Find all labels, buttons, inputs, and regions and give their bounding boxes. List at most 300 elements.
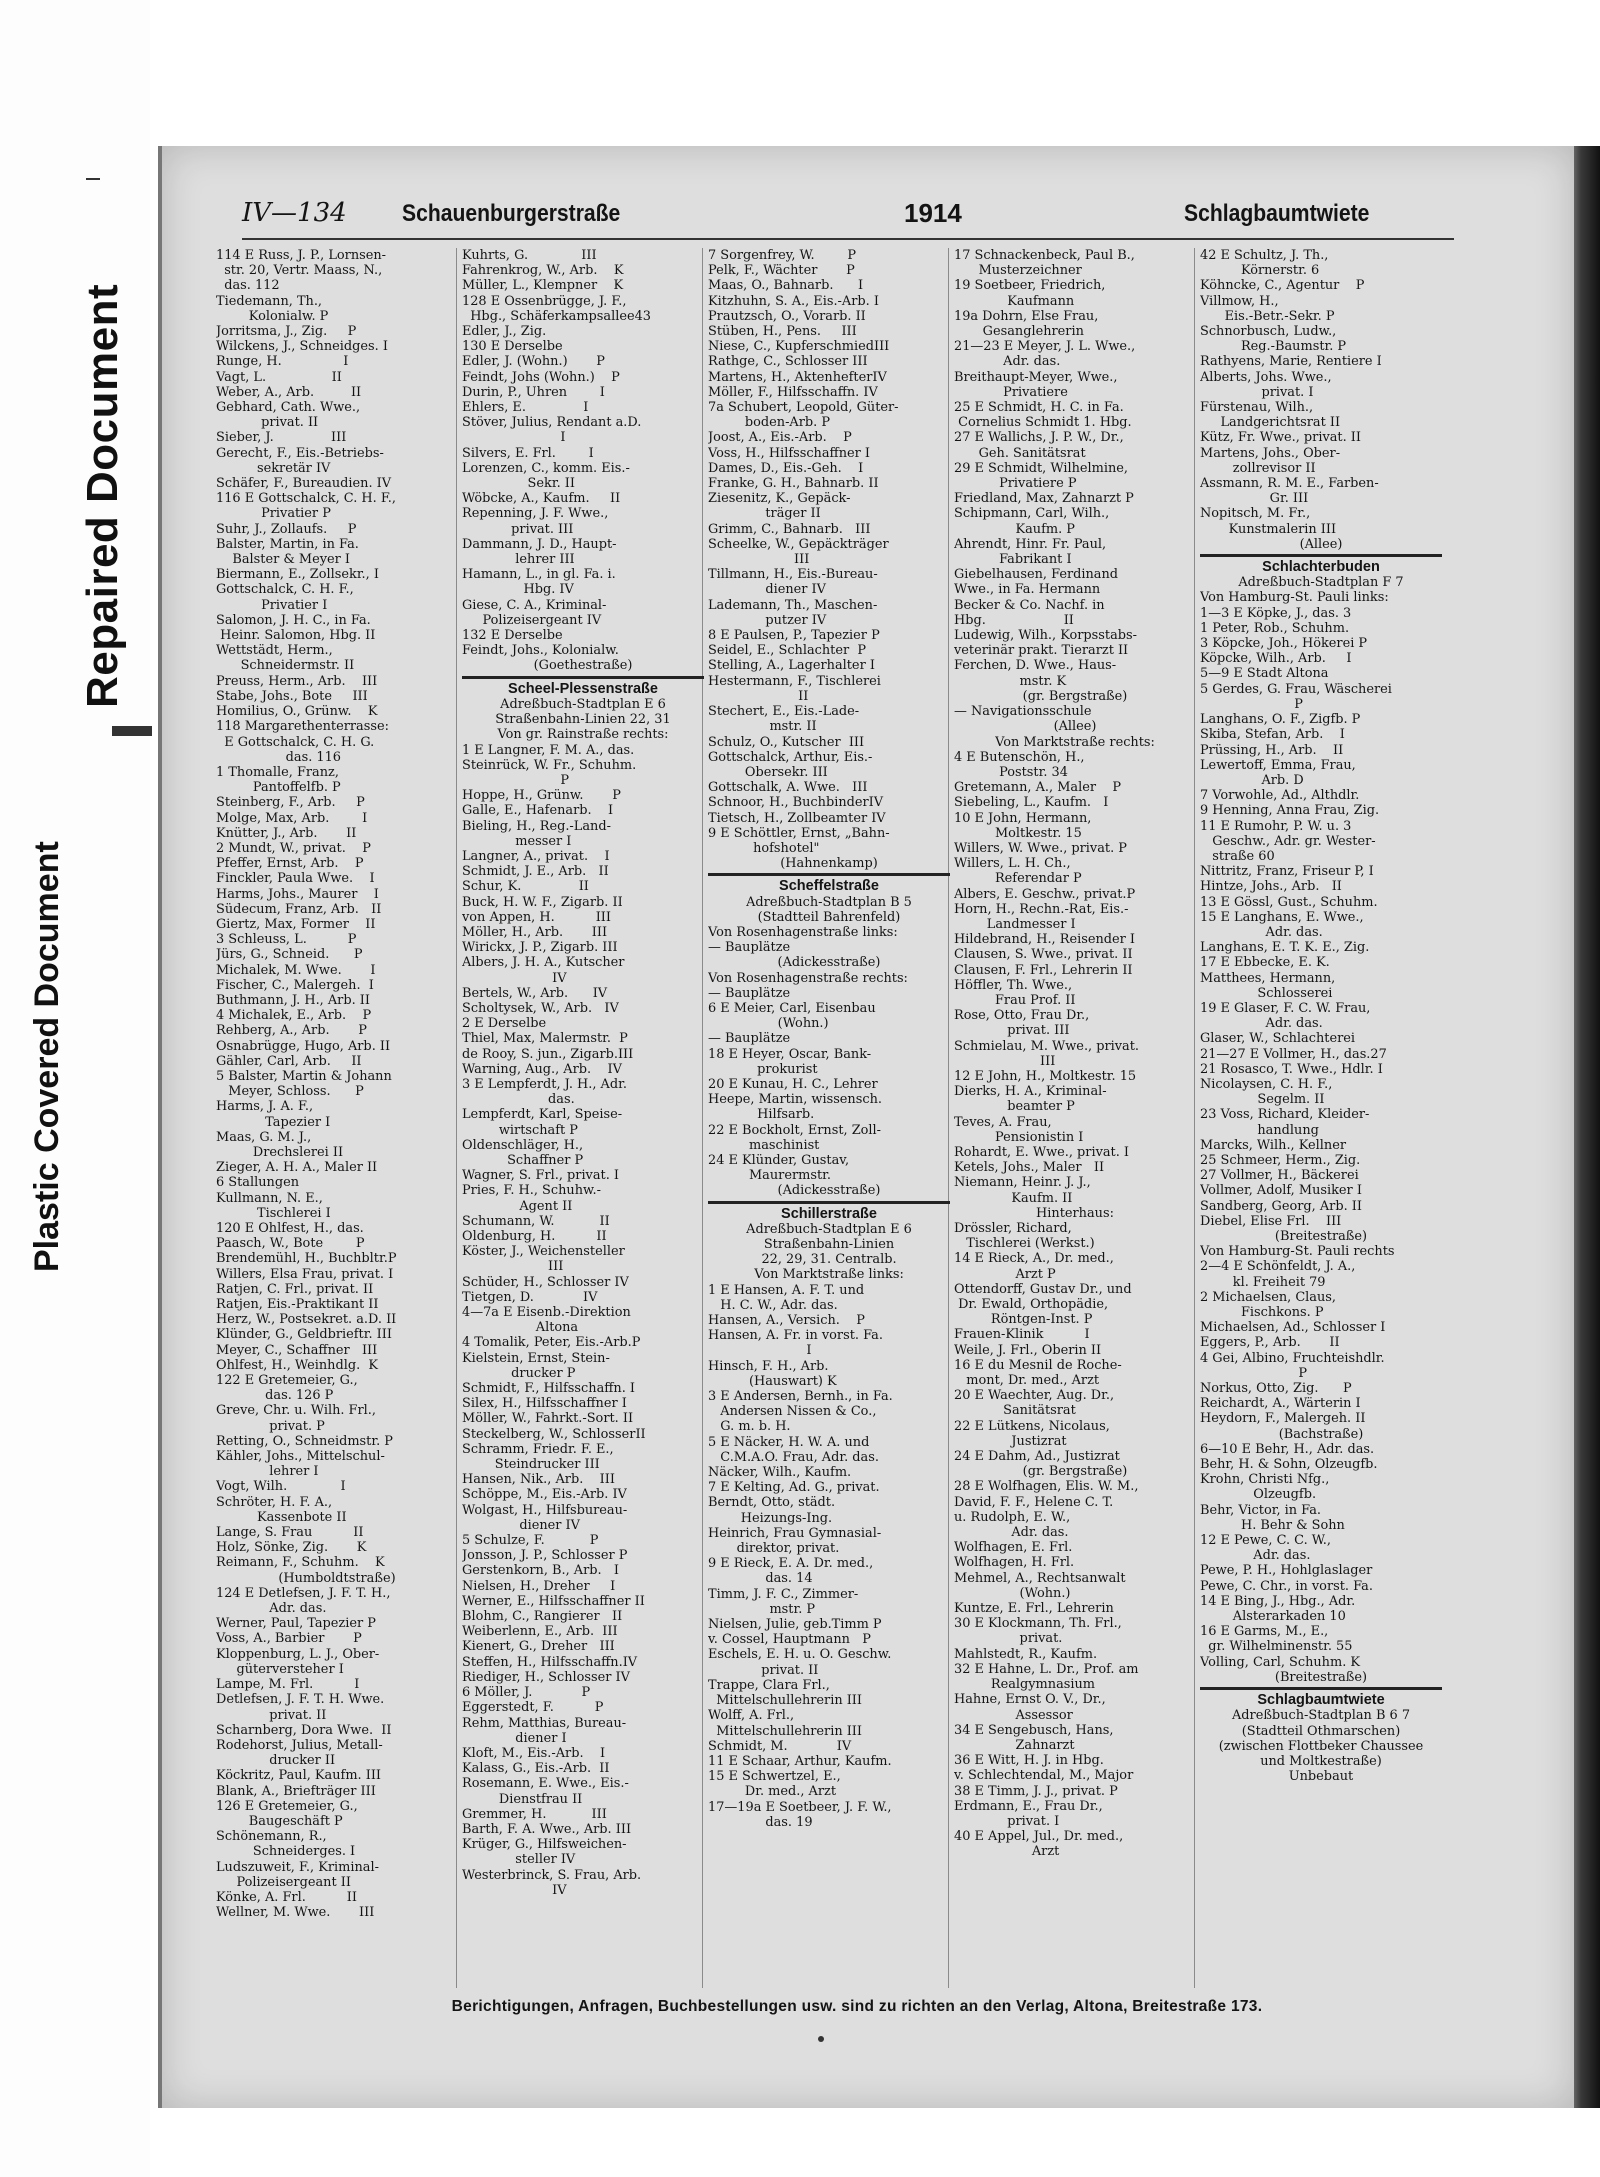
directory-line: Geh. Sanitätsrat [954,445,1086,461]
directory-line: Müller, L., Klempner K [462,278,624,294]
directory-line: Frau Prof. II [954,992,1076,1008]
directory-line: Referendar P [954,871,1082,887]
directory-line: beamter P [954,1099,1075,1115]
directory-line: Steinrück, W. Fr., Schuhm. [462,757,637,773]
directory-line: Kielstein, Ernst, Stein- [462,1350,610,1366]
directory-line: Stabe, Johs., Bote III [216,688,368,704]
directory-line: Fürstenau, Wilh., [1200,400,1314,416]
directory-line: Dienstfrau II [462,1791,583,1807]
directory-line: Preuss, Herm., Arb. III [216,673,378,689]
centered-note: (Humboldtstraße) [278,1570,396,1586]
centered-note: Unbebaut [1288,1769,1354,1785]
directory-line: Jorritsma, J., Zig. P [216,324,357,340]
directory-line: 25 Schmeer, Herm., Zig. [1200,1152,1361,1168]
directory-line: Körnerstr. 6 [1200,263,1320,279]
directory-line: Marcks, Wilh., Kellner [1200,1137,1347,1153]
directory-line: 7 Vorwohle, Ad., Althdlr. [1200,788,1360,804]
directory-line: Vagt, L. II [216,369,342,385]
directory-line: Näcker, Wilh., Kaufm. [708,1465,852,1481]
directory-line: Eggers, P., Arb. II [1200,1335,1340,1351]
directory-line: Von Rosenhagenstraße rechts: [708,970,908,986]
centered-note: (Breitestraße) [1274,1669,1368,1685]
directory-line: Langner, A., privat. I [462,848,610,864]
directory-line: 25 E Schmidt, H. C. in Fa. [954,400,1124,416]
directory-line: Obersekr. III [708,764,828,780]
directory-line: 12 E John, H., Moltkestr. 15 [954,1068,1137,1084]
directory-line: güterversteher I [216,1661,344,1677]
directory-line: Kaufm. II [954,1190,1073,1206]
directory-line: 3 Schleuss, L. P [216,932,357,948]
directory-line: 4 Gei, Albino, Fruchteishdlr. [1200,1350,1385,1366]
directory-line: 32 E Hahne, L. Dr., Prof. am [954,1661,1139,1677]
directory-line: Warning, Aug., Arb. IV [462,1061,622,1077]
directory-line: Kullmann, N. E., [216,1190,323,1206]
directory-line: Wagner, S. Frl., privat. I [462,1168,619,1184]
directory-line: Gottschalck, Arthur, Eis.- [708,749,873,765]
directory-line: lehrer III [462,552,575,568]
directory-line: gr. Wilhelminenstr. 55 [1200,1639,1353,1655]
directory-line: Rathge, C., Schlosser III [708,354,868,370]
directory-line: Thiel, Max, Malermstr. P [462,1031,628,1047]
directory-line: 19 Soetbeer, Friedrich, [954,278,1106,294]
directory-line: Köckritz, Paul, Kaufm. III [216,1768,382,1784]
edge-mark [86,178,100,180]
directory-line: Maurermstr. [708,1168,831,1184]
directory-line: IV [462,970,567,986]
directory-line: 34 E Sengebusch, Hans, [954,1722,1114,1738]
directory-line: Altona [462,1320,579,1336]
directory-line: Cornelius Schmidt 1. Hbg. [954,415,1132,431]
directory-line: Franke, G. H., Bahnarb. II [708,476,879,492]
directory-line: Becker & Co. Nachf. in [954,597,1105,613]
directory-line: Möller, W., Fahrkt.-Sort. II [462,1411,634,1427]
directory-line: Wettstädt, Herm., [216,643,333,659]
directory-line: boden-Arb. P [708,415,831,431]
directory-line: 12 E Pewe, C. C. W., [1200,1533,1331,1549]
directory-line: 6 Stallungen [216,1175,300,1191]
directory-line: Galle, E., Hafenarb. I [462,803,614,819]
directory-line: Maas, O., Bahnarb. I [708,278,864,294]
directory-line: Hbg. IV [462,582,574,598]
centered-note: (Breitestraße) [1274,1229,1368,1244]
directory-line: Runge, H. I [216,354,349,370]
directory-line: 2 E Derselbe [462,1016,547,1032]
directory-line: Osnabrügge, Hugo, Arb. II [216,1038,391,1054]
directory-line: Repenning, J. F. Wwe., [462,506,609,522]
directory-line: Hildebrand, H., Reisender I [954,932,1135,948]
directory-line: Privatiere P [954,476,1077,492]
directory-line: Drössler, Richard, [954,1221,1072,1236]
directory-line: Schumann, W. II [462,1213,610,1229]
centered-note: (Bachstraße) [1278,1426,1364,1442]
directory-line: Wirickx, J. P., Zigarb. III [462,940,618,956]
directory-line: lehrer I [216,1464,319,1480]
centered-note: Adreßbuch-Stadtplan F 7 [1238,575,1404,591]
directory-line: 1 E Langner, F. M. A., das. [462,742,635,758]
directory-line: 40 E Appel, Jul., Dr. med., [954,1829,1124,1845]
directory-line: Oldenburg, H. II [462,1229,607,1244]
directory-line: Balster, Martin, in Fa. [216,536,359,552]
directory-line: Adr. das. [216,1601,327,1617]
directory-line: Werner, E., Hilfsschaffner II [462,1593,645,1609]
directory-line: Buthmann, J. H., Arb. II [216,992,370,1008]
directory-line: Eis.-Betr.-Sekr. P [1200,308,1335,324]
street-heading: Schillerstraße [708,1201,950,1222]
header-rule [242,238,1454,240]
centered-note: Von gr. Rainstraße rechts: [497,727,669,743]
directory-line: Niese, C., KupferschmiedIII [708,339,890,355]
directory-line: Gretemann, A., Maler P [954,780,1122,796]
directory-line: Trappe, Clara Frl., [708,1677,830,1693]
directory-line: Fischer, C., Malergeh. I [216,977,374,993]
directory-line: 118 Margarethenterrasse: [216,719,389,735]
directory-line: 114 E Russ, J. P., Lornsen- [216,248,387,263]
directory-line: Rehberg, A., Arb. P [216,1023,367,1039]
directory-line: 1 Peter, Rob., Schuhm. [1200,620,1350,636]
directory-line: 5 Balster, Martin & Johann [216,1068,392,1084]
directory-line: Harms, J. A. F., [216,1099,314,1115]
directory-line: Werner, Paul, Tapezier P [216,1616,376,1632]
directory-line: Prüssing, H., Arb. II [1200,742,1344,758]
directory-line: Gähler, Carl, Arb. II [216,1053,362,1069]
directory-line: Gottschalk, A. Wwe. III [708,780,868,796]
directory-line: Rose, Otto, Frau Dr., [954,1008,1090,1024]
directory-line: 22 E Bockholt, Ernst, Zoll- [708,1122,882,1138]
directory-line: veterinär prakt. Tierarzt II [954,643,1129,659]
directory-line: Friedland, Max, Zahnarzt P [954,491,1134,507]
repaired-document-label: Repaired Document [78,283,127,708]
directory-line: Silex, H., Hilfsschaffner I [462,1396,627,1412]
directory-line: Behr, Victor, in Fa. [1200,1502,1322,1518]
directory-line: Schneidermstr. II [216,658,355,674]
directory-line: 1 E Hansen, A. F. T. und [708,1282,865,1298]
directory-line: Langhans, O. F., Zigfb. P [1200,712,1361,728]
directory-line: Fischkons. P [1200,1305,1324,1321]
directory-line: 29 E Schmidt, Wilhelmine, [954,460,1129,476]
directory-line: v. Cossel, Hauptmann P [708,1632,871,1648]
directory-line: Segelm. II [1200,1092,1325,1108]
directory-line: Ludszuweit, F., Kriminal- [216,1859,379,1875]
directory-line: III [954,1053,1056,1069]
directory-line: 4 E Butenschön, H., [954,749,1085,765]
directory-line: Kolonialw. P [216,308,329,324]
centered-note: (gr. Bergstraße) [1022,688,1128,704]
directory-line: 20 E Kunau, H. C., Lehrer [708,1076,878,1092]
directory-line: Giebelhausen, Ferdinand [954,567,1119,583]
directory-line: Arzt [954,1844,1060,1860]
directory-line: Südecum, Franz, Arb. II [216,901,382,917]
plastic-covered-document-label: Plastic Covered Document [28,841,66,1272]
directory-line: Dierks, H. A., Kriminal- [954,1084,1107,1100]
directory-line: Steindrucker III [462,1457,600,1473]
directory-line: IV [462,1882,567,1898]
directory-line: Adr. das. [1200,1016,1323,1032]
directory-line: prokurist [708,1061,818,1077]
directory-line: Kitzhuhn, S. A., Eis.-Arb. I [708,293,879,309]
directory-line: 19a Dohrn, Else Frau, [954,308,1099,324]
directory-line: Niemann, Heinr. J. J., [954,1175,1091,1191]
directory-line: Ehlers, E. I [462,400,589,416]
directory-line: Ohlfest, H., Weinhdlg. K [216,1357,379,1373]
directory-line: Musterzeichner [954,263,1082,279]
directory-line: privat. II [216,1707,327,1723]
directory-line: Frauen-Klinik I [954,1327,1090,1343]
directory-line: Hilfsarb. [708,1107,815,1123]
directory-line: Geschw., Adr. gr. Wester- [1200,833,1376,849]
directory-line: 9 E Schöttler, Ernst, „Bahn- [708,825,890,841]
directory-line: Hintze, Johs., Arb. II [1200,879,1342,895]
street-heading: Schlagbaumtwiete [1200,1687,1442,1708]
header-year: 1914 [904,198,962,228]
directory-line: Köpcke, Wilh., Arb. I [1200,651,1352,667]
directory-line: Sieber, J. III [216,430,347,446]
directory-line: Retting, O., Schneidmstr. P [216,1433,393,1449]
directory-line: Pewe, C. Chr., in vorst. Fa. [1200,1578,1373,1594]
directory-line: 2—4 E Schönfeldt, J. A., [1200,1259,1356,1275]
directory-line: 28 E Wolfhagen, Elis. W. M., [954,1479,1139,1495]
directory-line: Skiba, Stefan, Arb. I [1200,727,1345,743]
directory-line: Steffen, H., Hilfsschaffn.IV [462,1654,638,1670]
directory-line: Giertz, Max, Former II [216,916,376,932]
directory-line: diener IV [708,582,826,598]
directory-line: das. 19 [708,1814,813,1830]
directory-line: privat. P [216,1418,325,1434]
directory-line: Schramm, Friedr. F. E., [462,1441,614,1457]
directory-line: 3 E Andersen, Bernh., in Fa. [708,1389,893,1405]
directory-line: Timm, J. F. C., Zimmer- [708,1586,859,1602]
directory-line: I [462,430,566,446]
directory-line: Nielsen, Julie, geb.Timm P [708,1617,882,1633]
directory-line: Erdmann, E., Frau Dr., [954,1798,1103,1814]
directory-line: Oldenschläger, H., [462,1137,584,1153]
directory-line: Gr. III [1200,491,1309,507]
directory-line: Heepe, Martin, wissensch. [708,1092,882,1108]
directory-line: 5 Gerdes, G. Frau, Wäscherei [1200,681,1392,697]
directory-line: Schur, K. II [462,879,589,895]
directory-line: 15 E Langhans, E. Wwe., [1200,909,1364,925]
directory-line: III [462,1259,564,1275]
directory-line: Bieling, H., Reg.-Land- [462,818,611,834]
directory-line: Feindt, Johs (Wohn.) P [462,369,620,385]
directory-line: Privatier I [216,597,328,613]
directory-line: Kassenbote II [216,1509,347,1525]
directory-line: Hbg., Schäferkampsallee43 [462,308,652,324]
directory-line: Feindt, Johs., Kolonialw. [462,643,619,659]
directory-line: 3 Köpcke, Joh., Hökerei P [1200,636,1368,652]
directory-line: Gerecht, F., Eis.-Betriebs- [216,445,384,461]
directory-line: Baugeschäft P [216,1813,343,1829]
directory-line: Höffler, Th. Wwe., [954,977,1073,993]
directory-line: steller IV [462,1852,576,1868]
directory-line: Holz, Sönke, Zig. K [216,1540,367,1556]
listing-columns [216,248,1456,1988]
directory-line: Horn, H., Rechn.-Rat, Eis.- [954,901,1129,917]
directory-line: Kuntze, E. Frl., Lehrerin [954,1601,1114,1617]
directory-line: Riediger, H., Schlosser IV [462,1669,630,1685]
centered-note: Straßenbahn-Linien 22, 31 [495,712,671,728]
directory-line: drucker II [216,1753,336,1769]
directory-line: 2 Mundt, W., privat. P [216,840,371,856]
directory-line: Weber, A., Arb. II [216,384,362,400]
directory-line: 27 Vollmer, H., Bäckerei [1200,1168,1359,1184]
directory-line: Homilius, O., Grünw. K [216,704,378,720]
directory-line: Giese, C. A., Kriminal- [462,597,607,613]
directory-line: Sanitätsrat [954,1403,1076,1419]
directory-line: Wilckens, J., Schneidges. I [216,339,388,355]
directory-line: Michalek, M. Wwe. I [216,962,376,978]
directory-line: Mittelschullehrerin III [708,1693,862,1709]
directory-line: Von Hamburg-St. Pauli links: [1200,590,1389,606]
directory-line: Albers, J. H. A., Kutscher [462,955,625,971]
directory-line: Balster & Meyer I [216,552,351,568]
directory-line: — Bauplätze [708,1031,791,1047]
directory-line: 128 E Ossenbrügge, J. F., [462,293,627,309]
directory-line: Schnorbusch, Ludw., [1200,324,1337,340]
directory-line: 16 E du Mesnil de Roche- [954,1357,1122,1373]
directory-line: Ölzeugfb. [1200,1487,1317,1503]
directory-line: Pensionistin I [954,1129,1084,1145]
directory-line: Hinsch, F. H., Arb. [708,1358,829,1374]
directory-line: Hamann, L., in gl. Fa. i. [462,567,616,583]
centered-note: (Stadtteil Othmarschen) [1241,1723,1401,1739]
directory-line: Alberts, Johs. Wwe., [1200,369,1332,385]
directory-line: Von Hamburg-St. Pauli rechts [1200,1244,1395,1260]
directory-line: 10 E John, Hermann, [954,810,1092,826]
directory-line: Finckler, Paula Wwe. I [216,871,375,887]
directory-line: Schmielau, M. Wwe., privat. [954,1038,1140,1054]
directory-line: 42 E Schultz, J. Th., [1200,248,1329,263]
directory-line: Langhans, E. T. K. E., Zig. [1200,940,1370,956]
directory-line: Greve, Chr. u. Wilh. Frl., [216,1403,376,1419]
directory-line: 6 Möller, J. P [462,1685,591,1701]
edge-mark [112,726,152,736]
directory-line: Gesanglehrerin [954,324,1084,340]
directory-line: Suhr, J., Zollaufs. P [216,521,357,537]
directory-line: Weiberlenn, E., Arb. III [462,1624,618,1640]
directory-line: Schönemann, R., [216,1829,327,1845]
directory-line: Martens, Johs., Ober- [1200,445,1341,461]
directory-line: Polizeisergeant II [216,1874,351,1890]
directory-line: 116 E Gottschalck, C. H. F., [216,491,396,507]
directory-line: Schnoor, H., BuchbinderIV [708,795,884,811]
directory-line: Stüben, H., Pens. III [708,324,857,340]
directory-line: 7 E Kelting, Ad. G., privat. [708,1480,880,1496]
directory-line: Heizungs-Ing. [708,1510,833,1526]
directory-line: Lewertoff, Emma, Frau, [1200,757,1356,773]
directory-line: 3 E Lempferdt, J. H., Adr. [462,1076,627,1092]
directory-line: Matthees, Hermann, [1200,970,1336,986]
directory-line: Pries, F. H., Schuhw.- [462,1183,601,1199]
directory-line: 22 E Lütkens, Nicolaus, [954,1418,1110,1434]
directory-line: Kienert, G., Dreher III [462,1639,615,1655]
directory-line: 15 E Schwertzel, E., [708,1769,841,1785]
directory-line: Willers, L. H. Ch., [954,856,1071,872]
centered-note: Von Marktstraße links: [754,1267,904,1283]
directory-line: 120 E Ohlfest, H., das. [216,1221,364,1236]
centered-note: Hinterhaus: [1036,1205,1114,1221]
directory-line: Tillmann, H., Eis.-Bureau- [708,567,878,583]
column-2 [462,248,704,1988]
directory-line: mstr. K [954,673,1067,689]
directory-line: mont, Dr. med., Arzt [954,1373,1100,1389]
directory-line: 30 E Klockmann, Th. Frl., [954,1616,1122,1632]
directory-line: Brendemühl, H., Buchbltr.P [216,1251,397,1267]
directory-line: Glaser, W., Schlachterei [1200,1031,1355,1047]
directory-line: 14 E Rieck, A., Dr. med., [954,1251,1114,1267]
directory-line: das. 126 P [216,1388,334,1404]
directory-line: 132 E Derselbe [462,628,563,644]
directory-line: Hahne, Ernst O. V., Dr., [954,1692,1106,1708]
directory-line: Biermann, E., Zollsekr., I [216,567,379,583]
directory-line: Vollmer, Adolf, Musiker I [1200,1183,1362,1199]
directory-line: 1 Thomalle, Franz, [216,764,339,780]
directory-line: Sandberg, Georg, Arb. II [1200,1198,1362,1214]
directory-line: str. 20, Vertr. Maass, N., [216,263,383,279]
directory-line: (Hauswart) K [708,1373,837,1389]
directory-line: Adr. das. [954,354,1061,370]
directory-line: Mahlstedt, R., Kaufm. [954,1646,1098,1662]
directory-line: wirtschaft P [462,1122,578,1138]
directory-line: Heinrich, Frau Gymnasial- [708,1525,882,1541]
directory-line: Eschels, E. H. u. O. Geschw. [708,1647,892,1663]
directory-line: mstr. II [708,719,817,735]
directory-line: Ratjen, C. Frl., privat. II [216,1281,374,1297]
centered-note: 22, 29, 31. Centralb. [761,1252,897,1268]
directory-line: de Rooy, S. jun., Zigarb.III [462,1046,634,1062]
directory-line: Ketels, Johs., Maler II [954,1160,1105,1176]
directory-line: Kunstmalerin III [1200,521,1337,537]
directory-line: Steckelberg, W., SchlosserII [462,1426,646,1442]
directory-line: Von Rosenhagenstraße links: [708,924,898,940]
directory-line: Molge, Max, Arb. I [216,810,368,826]
directory-line: 8 E Paulsen, P., Tapezier P [708,628,880,644]
directory-line: Justizrat [954,1433,1067,1449]
directory-line: Tiedemann, Th., [216,293,323,309]
directory-line: diener IV [462,1517,580,1533]
directory-line: 14 E Bing, J., Hbg., Adr. [1200,1593,1356,1609]
directory-line: 21 Rosasco, T. Wwe., Hdlr. I [1200,1061,1383,1077]
directory-line: v. Schlechtendal, M., Major [954,1768,1134,1784]
directory-line: 130 E Derselbe [462,339,563,355]
directory-line: Prautzsch, O., Vorarb. II [708,308,866,324]
directory-line: Blank, A., Briefträger III [216,1783,376,1799]
directory-line: Kaufmann [954,293,1075,309]
directory-line: Meyer, C., Schaffner III [216,1342,378,1358]
header-right-street: Schlagbaumtwiete [1184,200,1370,227]
directory-line: 27 E Wallichs, J. P. W., Dr., [954,430,1124,446]
directory-line: 6—10 E Behr, H., Adr. das. [1200,1441,1375,1457]
directory-line: Schmidt, F., Hilfsschaffn. I [462,1381,635,1397]
directory-line: Moltkestr. 15 [954,825,1082,841]
directory-line: 16 E Garms, M., E., [1200,1624,1329,1640]
directory-line: 6 E Meier, Carl, Eisenbau [708,1000,876,1016]
directory-line: Pantoffelfb. P [216,780,341,796]
directory-line: 124 E Detlefsen, J. F. T. H., [216,1585,391,1601]
directory-line: Privatiere [954,384,1068,400]
directory-line: 7a Schubert, Leopold, Güter- [708,400,899,416]
directory-line: Landmesser I [954,916,1076,932]
directory-line: Schüder, H., Schlosser IV [462,1274,629,1290]
directory-line: I [708,1343,812,1359]
directory-line: 9 Henning, Anna Frau, Zig. [1200,803,1380,819]
directory-line: Drechslerei II [216,1144,344,1160]
column-5 [1200,248,1442,1988]
directory-line: P [1200,1365,1308,1381]
directory-line: Grimm, C., Bahnarb. III [708,521,871,537]
directory-line: Kuhrts, G. III [462,248,597,263]
directory-line: Kaufm. P [954,521,1075,537]
directory-line: Hbg. II [954,612,1074,628]
